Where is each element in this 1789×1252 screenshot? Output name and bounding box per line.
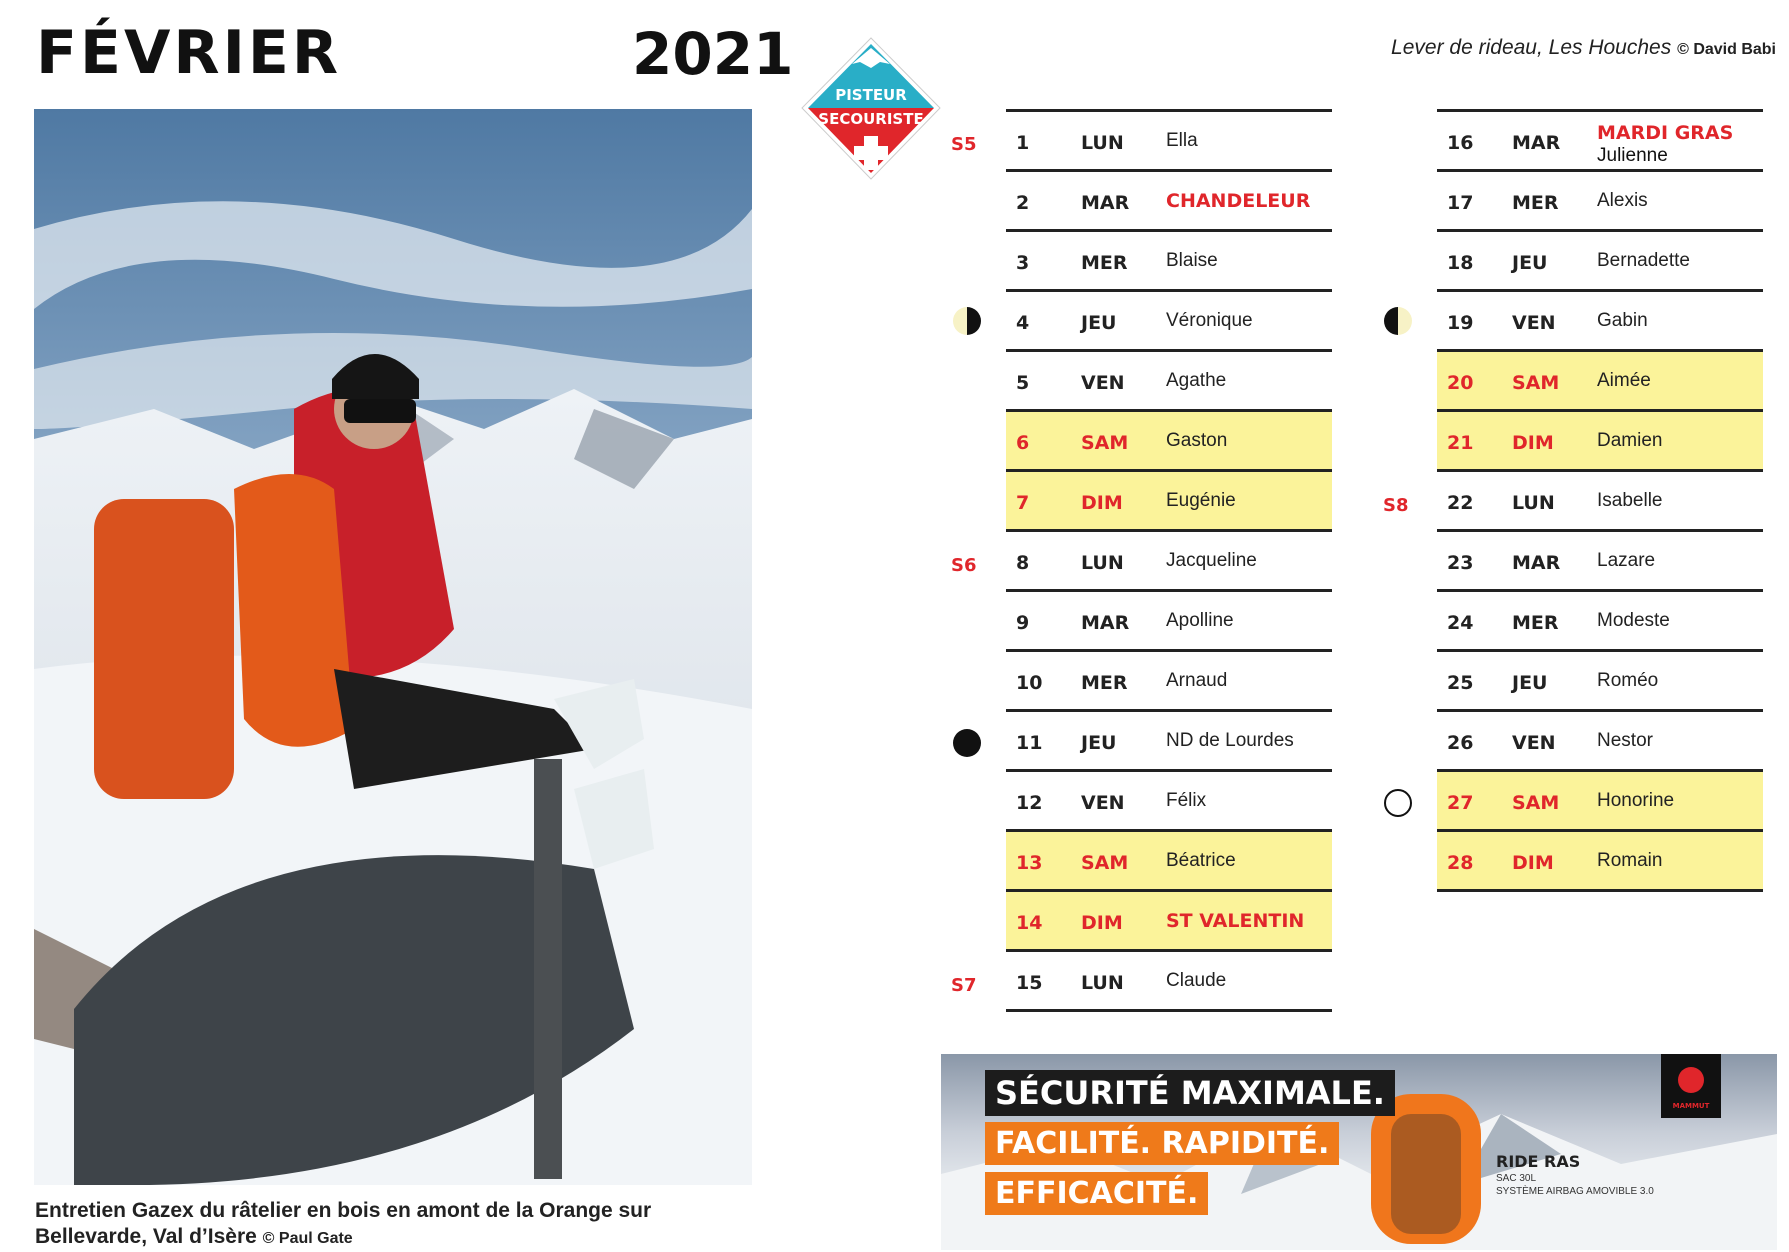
day-number: 18 xyxy=(1447,252,1474,274)
day-name: MAR xyxy=(1512,132,1561,154)
week-number: S7 xyxy=(951,975,977,996)
day-number: 2 xyxy=(1016,192,1030,214)
day-number: 19 xyxy=(1447,312,1474,334)
day-row xyxy=(1437,589,1763,649)
day-name: JEU xyxy=(1512,252,1548,274)
day-name: MAR xyxy=(1512,552,1561,574)
ad-product-detail-1: SAC 30L xyxy=(1496,1173,1537,1184)
day-row-weekend xyxy=(1437,829,1763,892)
day-row xyxy=(1006,649,1332,709)
day-number: 5 xyxy=(1016,372,1030,394)
saint-name: Aimée xyxy=(1597,370,1651,391)
week-number: S5 xyxy=(951,134,977,155)
day-row xyxy=(1006,349,1332,409)
day-row xyxy=(1006,229,1332,289)
day-number: 24 xyxy=(1447,612,1474,634)
pisteur-secouriste-badge xyxy=(800,36,942,181)
ad-headline-1: SÉCURITÉ MAXIMALE. xyxy=(985,1070,1395,1116)
saint-name: Véronique xyxy=(1166,310,1253,331)
day-number: 25 xyxy=(1447,672,1474,694)
day-name: LUN xyxy=(1512,492,1555,514)
day-row xyxy=(1437,709,1763,769)
saint-name-secondary: Julienne xyxy=(1597,145,1668,166)
day-name: JEU xyxy=(1081,732,1117,754)
day-name: DIM xyxy=(1512,432,1554,454)
photo-caption xyxy=(35,1198,755,1252)
saint-name: Nestor xyxy=(1597,730,1653,751)
week-number: S8 xyxy=(1383,495,1409,516)
day-row xyxy=(1437,289,1763,349)
day-name: SAM xyxy=(1512,792,1560,814)
day-name: DIM xyxy=(1081,912,1123,934)
day-row xyxy=(1006,529,1332,589)
day-name: MAR xyxy=(1081,192,1130,214)
saint-name: ND de Lourdes xyxy=(1166,730,1294,751)
day-number: 28 xyxy=(1447,852,1474,874)
week-number: S6 xyxy=(951,555,977,576)
day-row xyxy=(1006,589,1332,649)
first-quarter-moon-icon xyxy=(953,307,981,335)
day-name: JEU xyxy=(1512,672,1548,694)
saint-name: Gaston xyxy=(1166,430,1228,451)
day-name: SAM xyxy=(1081,852,1129,874)
day-number: 11 xyxy=(1016,732,1043,754)
saint-name: Honorine xyxy=(1597,790,1675,811)
saint-name: Blaise xyxy=(1166,250,1218,271)
day-number: 21 xyxy=(1447,432,1474,454)
day-number: 27 xyxy=(1447,792,1474,814)
saint-name: Ella xyxy=(1166,130,1198,151)
day-name: VEN xyxy=(1512,312,1556,334)
badge-line2: SECOURISTE xyxy=(818,110,924,128)
ad-product-details xyxy=(1496,1172,1654,1198)
day-number: 3 xyxy=(1016,252,1030,274)
day-name: DIM xyxy=(1081,492,1123,514)
brand-name: MAMMUT xyxy=(1672,1102,1710,1110)
saint-name: Béatrice xyxy=(1166,850,1236,871)
day-row-weekend xyxy=(1006,829,1332,889)
ski-patrol-photo xyxy=(34,109,752,1185)
day-row xyxy=(1437,529,1763,589)
calendar-column-2 xyxy=(1437,109,1763,892)
day-name: MAR xyxy=(1081,612,1130,634)
day-number: 9 xyxy=(1016,612,1030,634)
day-row-weekend xyxy=(1437,769,1763,829)
day-row-weekend xyxy=(1006,409,1332,469)
ad-headline-3: EFFICACITÉ. xyxy=(985,1172,1208,1215)
calendar-column-1 xyxy=(1006,109,1332,1012)
ad-product-detail-2: SYSTÈME AIRBAG AMOVIBLE 3.0 xyxy=(1496,1186,1654,1197)
day-row xyxy=(1437,169,1763,229)
saint-name: Claude xyxy=(1166,970,1227,991)
day-name: VEN xyxy=(1081,792,1125,814)
day-number: 7 xyxy=(1016,492,1030,514)
day-number: 8 xyxy=(1016,552,1030,574)
day-number: 20 xyxy=(1447,372,1474,394)
day-name: MER xyxy=(1512,192,1559,214)
day-number: 26 xyxy=(1447,732,1474,754)
day-number: 15 xyxy=(1016,972,1043,994)
new-moon-icon xyxy=(953,729,981,757)
day-row-weekend xyxy=(1437,349,1763,409)
saint-name: Lazare xyxy=(1597,550,1656,571)
saint-name: Apolline xyxy=(1166,610,1234,631)
day-number: 16 xyxy=(1447,132,1474,154)
day-row xyxy=(1006,169,1332,229)
day-number: 22 xyxy=(1447,492,1474,514)
day-row xyxy=(1437,109,1763,169)
day-name: VEN xyxy=(1081,372,1125,394)
day-name: MER xyxy=(1081,252,1128,274)
saint-name: Jacqueline xyxy=(1166,550,1257,571)
saint-name: Modeste xyxy=(1597,610,1670,631)
day-row xyxy=(1006,949,1332,1012)
photo-caption-credit: © Paul Gate xyxy=(262,1230,353,1247)
day-row xyxy=(1437,649,1763,709)
day-name: JEU xyxy=(1081,312,1117,334)
day-name: MER xyxy=(1081,672,1128,694)
day-number: 23 xyxy=(1447,552,1474,574)
saint-name: Eugénie xyxy=(1166,490,1236,511)
right-photo-credit-author: © David Babi xyxy=(1677,41,1776,58)
saint-name: Romain xyxy=(1597,850,1663,871)
day-number: 12 xyxy=(1016,792,1043,814)
day-name: LUN xyxy=(1081,132,1124,154)
day-name: SAM xyxy=(1081,432,1129,454)
day-name: MER xyxy=(1512,612,1559,634)
day-number: 10 xyxy=(1016,672,1043,694)
photo-caption-text: Entretien Gazex du râtelier en bois en amont de la Orange sur Bellevarde, Val d’Isère xyxy=(35,1199,652,1248)
day-row-weekend xyxy=(1006,889,1332,949)
day-number: 14 xyxy=(1016,912,1043,934)
saint-name: Alexis xyxy=(1597,190,1648,211)
day-row-weekend xyxy=(1006,469,1332,529)
badge-line1: PISTEUR xyxy=(835,86,907,104)
saint-name: Bernadette xyxy=(1597,250,1690,271)
saint-name: Arnaud xyxy=(1166,670,1228,691)
day-row xyxy=(1006,709,1332,769)
day-name: VEN xyxy=(1512,732,1556,754)
saint-name: Roméo xyxy=(1597,670,1659,691)
ad-product-name: RIDE RAS xyxy=(1496,1152,1581,1171)
saint-name: Félix xyxy=(1166,790,1207,811)
mammut-advertisement xyxy=(941,1054,1777,1250)
saint-name xyxy=(1597,122,1733,167)
saint-name: Agathe xyxy=(1166,370,1227,391)
day-number: 4 xyxy=(1016,312,1030,334)
holiday-name: ST VALENTIN xyxy=(1166,910,1305,932)
holiday-name: CHANDELEUR xyxy=(1166,190,1311,212)
day-row xyxy=(1006,769,1332,829)
year-title: 2021 xyxy=(632,20,794,88)
day-row xyxy=(1006,289,1332,349)
saint-name: Gabin xyxy=(1597,310,1648,331)
mammut-logo xyxy=(1661,1054,1721,1118)
right-photo-credit-text: Lever de rideau, Les Houches xyxy=(1391,36,1672,59)
day-name: LUN xyxy=(1081,552,1124,574)
day-number: 1 xyxy=(1016,132,1030,154)
day-number: 13 xyxy=(1016,852,1043,874)
day-row xyxy=(1437,229,1763,289)
day-name: LUN xyxy=(1081,972,1124,994)
day-number: 17 xyxy=(1447,192,1474,214)
ad-headline-2: FACILITÉ. RAPIDITÉ. xyxy=(985,1122,1339,1165)
right-photo-credit xyxy=(1391,36,1776,60)
holiday-name: MARDI GRAS xyxy=(1597,122,1734,144)
day-name: SAM xyxy=(1512,372,1560,394)
saint-name: Damien xyxy=(1597,430,1663,451)
month-title: FÉVRIER xyxy=(36,18,342,88)
saint-name: Isabelle xyxy=(1597,490,1663,511)
day-row xyxy=(1437,469,1763,529)
full-moon-icon xyxy=(1384,789,1412,817)
last-quarter-moon-icon xyxy=(1384,307,1412,335)
day-name: DIM xyxy=(1512,852,1554,874)
day-row-weekend xyxy=(1437,409,1763,469)
day-row xyxy=(1006,109,1332,169)
day-number: 6 xyxy=(1016,432,1030,454)
